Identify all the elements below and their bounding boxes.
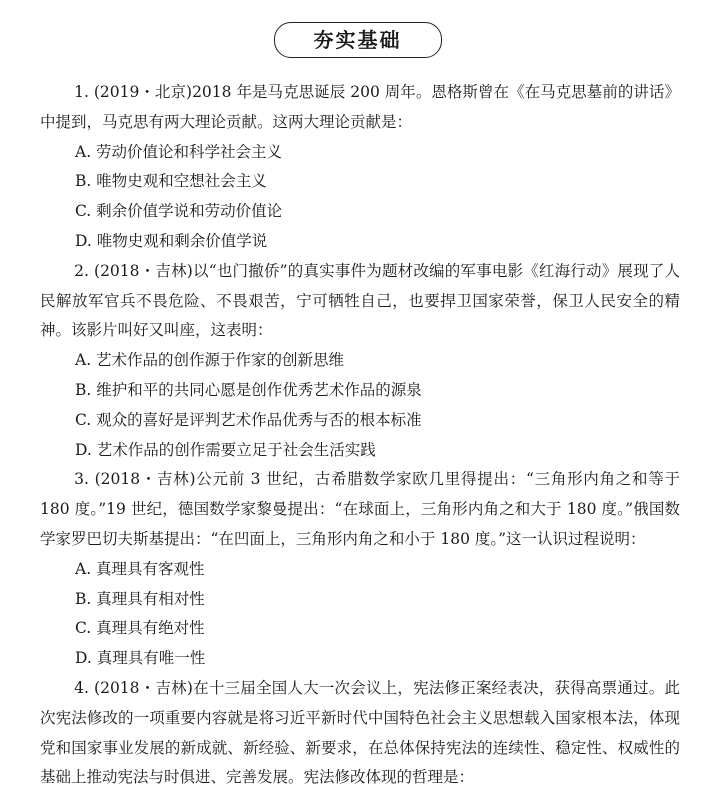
question-stem (40, 78, 680, 138)
question-source: (2018・吉林) (94, 261, 193, 280)
option-a: A. 劳动价值论和科学社会主义 (75, 142, 283, 161)
option-d: D. 艺术作品的创作需要立足于社会生活实践 (75, 440, 376, 459)
section-title: 夯实基础 (274, 22, 442, 58)
question-source: (2018・吉林) (94, 678, 193, 697)
question-1 (40, 78, 680, 257)
option-d: D. 唯物史观和剩余价值学说 (75, 231, 268, 250)
question-stem (40, 465, 680, 554)
question-number: 4. (74, 678, 89, 697)
question-number: 3. (74, 470, 89, 489)
question-2 (40, 257, 680, 466)
question-number: 1. (74, 83, 89, 101)
question-number: 2. (74, 261, 89, 280)
option-a: A. 艺术作品的创作源于作家的创新思维 (75, 351, 345, 370)
question-source: (2018・吉林) (94, 470, 196, 489)
question-source: (2019・北京) (93, 83, 193, 101)
option-d: D. 真理具有唯一性 (75, 649, 206, 668)
question-list (40, 78, 680, 793)
option-b: B. 唯物史观和空想社会主义 (75, 172, 267, 191)
question-text: 2018 年是马克思诞辰 200 周年。恩格斯曾在《在马克思墓前的讲话》中提到，马克思有两大理论贡献。这两大理论贡献是： (40, 83, 680, 131)
question-3 (40, 465, 680, 674)
question-stem (40, 257, 680, 346)
question-text: 在十三届全国人大一次会议上，宪法修正案经表决，获得高票通过。此次宪法修改的一项重要内容就是将习近平新时代中国特色社会主义思想载入国家根本法，体现党和国家事业发展的新成就、新经验、新要求，在总体保持宪法的连续性、稳定性、权威性的基础上推动宪法与时俱进、完善发展。宪法修改体现的哲理是： (40, 678, 680, 787)
option-c: C. 剩余价值学说和劳动价值论 (75, 202, 283, 221)
title-wrap (0, 22, 715, 58)
question-text: 公元前 3 世纪，古希腊数学家欧几里得提出：“三角形内角之和等于 180 度。”19 世纪，德国数学家黎曼提出：“在球面上，三角形内角之和大于 180 度。”俄国数学家罗巴切夫斯基提出：“在凹面上，三角形内角之和小于 180 度。”这一认识过程说明： (40, 470, 680, 548)
option-b: B. 真理具有相对性 (75, 589, 205, 608)
option-c: C. 真理具有绝对性 (75, 619, 205, 638)
option-a: A. 真理具有客观性 (75, 559, 205, 578)
question-4 (40, 674, 680, 793)
question-stem (40, 674, 680, 793)
question-text: 以“也门撤侨”的真实事件为题材改编的军事电影《红海行动》展现了人民解放军官兵不畏危险、不畏艰苦，宁可牺牲自己，也要捍卫国家荣誉，保卫人民安全的精神。该影片叫好又叫座，这表明： (40, 261, 680, 340)
option-b: B. 维护和平的共同心愿是创作优秀艺术作品的源泉 (75, 380, 422, 399)
option-c: C. 观众的喜好是评判艺术作品优秀与否的根本标准 (75, 410, 422, 429)
